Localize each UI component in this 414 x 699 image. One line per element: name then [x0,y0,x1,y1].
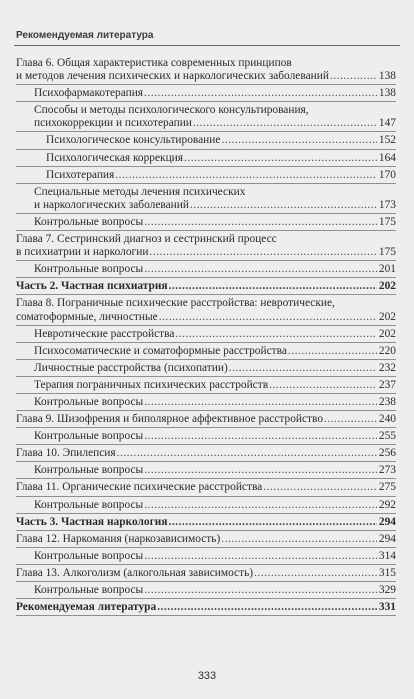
chapter-12-title: Глава 12. Наркомания (наркозависимость) [16,532,221,545]
dot-leader [229,362,377,375]
toc-group-chapter-8 [16,297,396,325]
ch8-questions-page: 238 [378,395,396,408]
toc-entry-ch11-questions[interactable] [16,499,396,514]
chapter-9-title: Глава 9. Шизофрения и биполярное аффективное расстройство [16,413,324,426]
ch8-questions-label: Контрольные вопросы [34,395,144,408]
dot-leader [115,169,377,182]
methods-page: 147 [378,117,396,130]
methods-line-1: Способы и методы психологического консультирования, [34,104,309,117]
chapter-6-title-line-1: Глава 6. Общая характеристика современных принципов [16,57,292,69]
toc-entry-part-2[interactable] [16,280,396,295]
consulting-page: 152 [378,134,396,147]
chapter-11-page: 275 [378,481,396,494]
toc-entry-ch12-questions[interactable] [16,550,396,565]
toc-entry-chapter-12[interactable] [16,533,396,548]
chapter-10-page: 256 [378,447,396,460]
ch10-questions-label: Контрольные вопросы [34,464,144,477]
dot-leader [269,379,377,392]
dot-leader [144,430,377,443]
toc-entry-ch10-questions[interactable] [16,464,396,479]
ch9-questions-page: 255 [378,430,396,443]
toc-entry-psychotherapy[interactable] [16,169,396,184]
ch13-questions-page: 329 [378,584,396,596]
dot-leader [193,117,377,130]
psychopharm-page: 138 [378,87,396,100]
chapter-8-title-line-1: Глава 8. Пограничные психические расстройства: невротические, [16,297,335,310]
ch6-questions-label: Контрольные вопросы [34,215,144,228]
correction-label: Психологическая коррекция [46,151,184,164]
chapter-7-entry[interactable] [16,246,396,259]
special-page: 173 [378,198,396,211]
toc-entry-neurotic[interactable] [16,328,396,343]
dot-leader [144,263,377,276]
chapter-6-entry[interactable] [16,70,396,83]
toc-entry-methods[interactable] [16,104,396,132]
dot-leader [184,152,377,165]
chapter-7-title-line-2: в психиатрии и наркологии [16,246,149,259]
ch7-questions-label: Контрольные вопросы [34,263,144,276]
toc-entry-consulting[interactable] [16,134,396,149]
dot-leader [144,216,377,229]
toc-entry-chapter-11[interactable] [16,481,396,496]
references-page: 331 [378,601,396,614]
toc-group-chapter-7 [16,233,396,261]
chapter-8-entry[interactable] [16,311,396,324]
toc-entry-ch8-questions[interactable] [16,396,396,411]
dot-leader [144,499,377,512]
toc-entry-psychopharm[interactable] [16,87,396,102]
toc-entry-chapter-13[interactable] [16,567,396,582]
part-2-label: Часть 2. Частная психиатрия [16,280,168,293]
part-3-page: 294 [378,515,396,528]
psychotherapy-label: Психотерапия [46,168,115,181]
ch12-questions-page: 314 [378,549,396,562]
correction-page: 164 [378,151,396,164]
dot-leader [221,134,377,147]
methods-line-2: психокоррекции и психотерапии [34,117,192,130]
toc-entry-part-3[interactable] [16,516,396,531]
ch9-questions-label: Контрольные вопросы [34,430,144,443]
chapter-7-page: 175 [378,246,396,259]
psychopharm-label: Психофармакотерапия [34,87,144,100]
dot-leader [144,396,377,409]
dot-leader [324,413,377,426]
chapter-7-title-line-1: Глава 7. Сестринский диагноз и сестринский процесс [16,233,277,246]
dot-leader [263,481,377,494]
page-number: 333 [197,670,217,682]
dot-leader [288,345,377,358]
dot-leader [157,601,377,614]
therapy-page: 237 [378,378,396,391]
chapter-8-page: 202 [378,310,396,323]
ch13-questions-label: Контрольные вопросы [34,584,144,596]
toc-entry-ch13-questions[interactable] [16,584,396,599]
dot-leader [149,246,377,259]
toc-entry-therapy[interactable] [16,379,396,394]
chapter-6-title-line-2: и методов лечения психических и наркологических заболеваний [16,70,329,83]
dot-leader [144,87,377,100]
psychotherapy-page: 170 [378,168,396,181]
chapter-13-title: Глава 13. Алкоголизм (алкогольная зависимость) [16,566,254,579]
chapter-13-page: 315 [378,566,396,579]
toc-entry-personality[interactable] [16,362,396,377]
special-line-1: Специальные методы лечения психических [34,185,246,198]
dot-leader [221,533,377,546]
chapter-10-title: Глава 10. Эпилепсия [16,447,116,460]
toc-entry-chapter-10[interactable] [16,447,396,462]
dot-leader [144,464,377,477]
dot-leader [168,516,377,529]
table-of-contents [16,57,396,618]
psychosomatic-page: 220 [378,344,396,357]
consulting-label: Психологическое консультирование [46,134,221,147]
toc-entry-special-methods[interactable] [16,186,396,214]
chapter-12-page: 294 [378,532,396,545]
dot-leader [144,550,377,563]
dot-leader [254,567,377,580]
toc-entry-psychosomatic[interactable] [16,345,396,360]
dot-leader [159,311,377,324]
references-label: Рекомендуемая литература [16,601,157,614]
neurotic-label: Невротические расстройства [34,327,175,340]
toc-entry-ch9-questions[interactable] [16,430,396,445]
chapter-6-page: 138 [378,70,396,83]
toc-entry-ch6-questions[interactable] [16,216,396,231]
ch12-questions-label: Контрольные вопросы [34,549,144,562]
chapter-9-page: 240 [378,413,396,426]
ch11-questions-label: Контрольные вопросы [34,498,144,511]
ch6-questions-page: 175 [378,215,396,228]
psychosomatic-label: Психосоматические и соматоформные расстройства [34,344,287,357]
ch10-questions-page: 273 [378,464,396,477]
personality-label: Личностные расстройства (психопатии) [34,361,228,374]
dot-leader [175,328,377,341]
chapter-11-title: Глава 11. Органические психические расстройства [16,481,263,494]
dot-leader [144,584,377,597]
part-3-label: Часть 3. Частная наркология [16,515,168,528]
dot-leader [117,447,377,460]
toc-entry-correction[interactable] [16,152,396,167]
neurotic-page: 202 [378,327,396,340]
toc-entry-references[interactable] [16,601,396,616]
toc-entry-chapter-9[interactable] [16,413,396,428]
therapy-label: Терапия пограничных психических расстройств [34,378,269,391]
chapter-8-title-line-2: соматоформные, личностные [16,310,158,323]
part-2-page: 202 [378,280,396,293]
running-head: Рекомендуемая литература [16,30,154,41]
toc-entry-ch7-questions[interactable] [16,263,396,278]
ch11-questions-page: 292 [378,498,396,511]
toc-group-chapter-6 [16,57,396,85]
ch7-questions-page: 201 [378,263,396,276]
dot-leader [190,199,377,212]
personality-page: 232 [378,361,396,374]
dot-leader [169,280,377,293]
special-line-2: и наркологических заболеваний [34,198,189,211]
dot-leader [330,70,377,83]
header-rule [14,45,400,46]
